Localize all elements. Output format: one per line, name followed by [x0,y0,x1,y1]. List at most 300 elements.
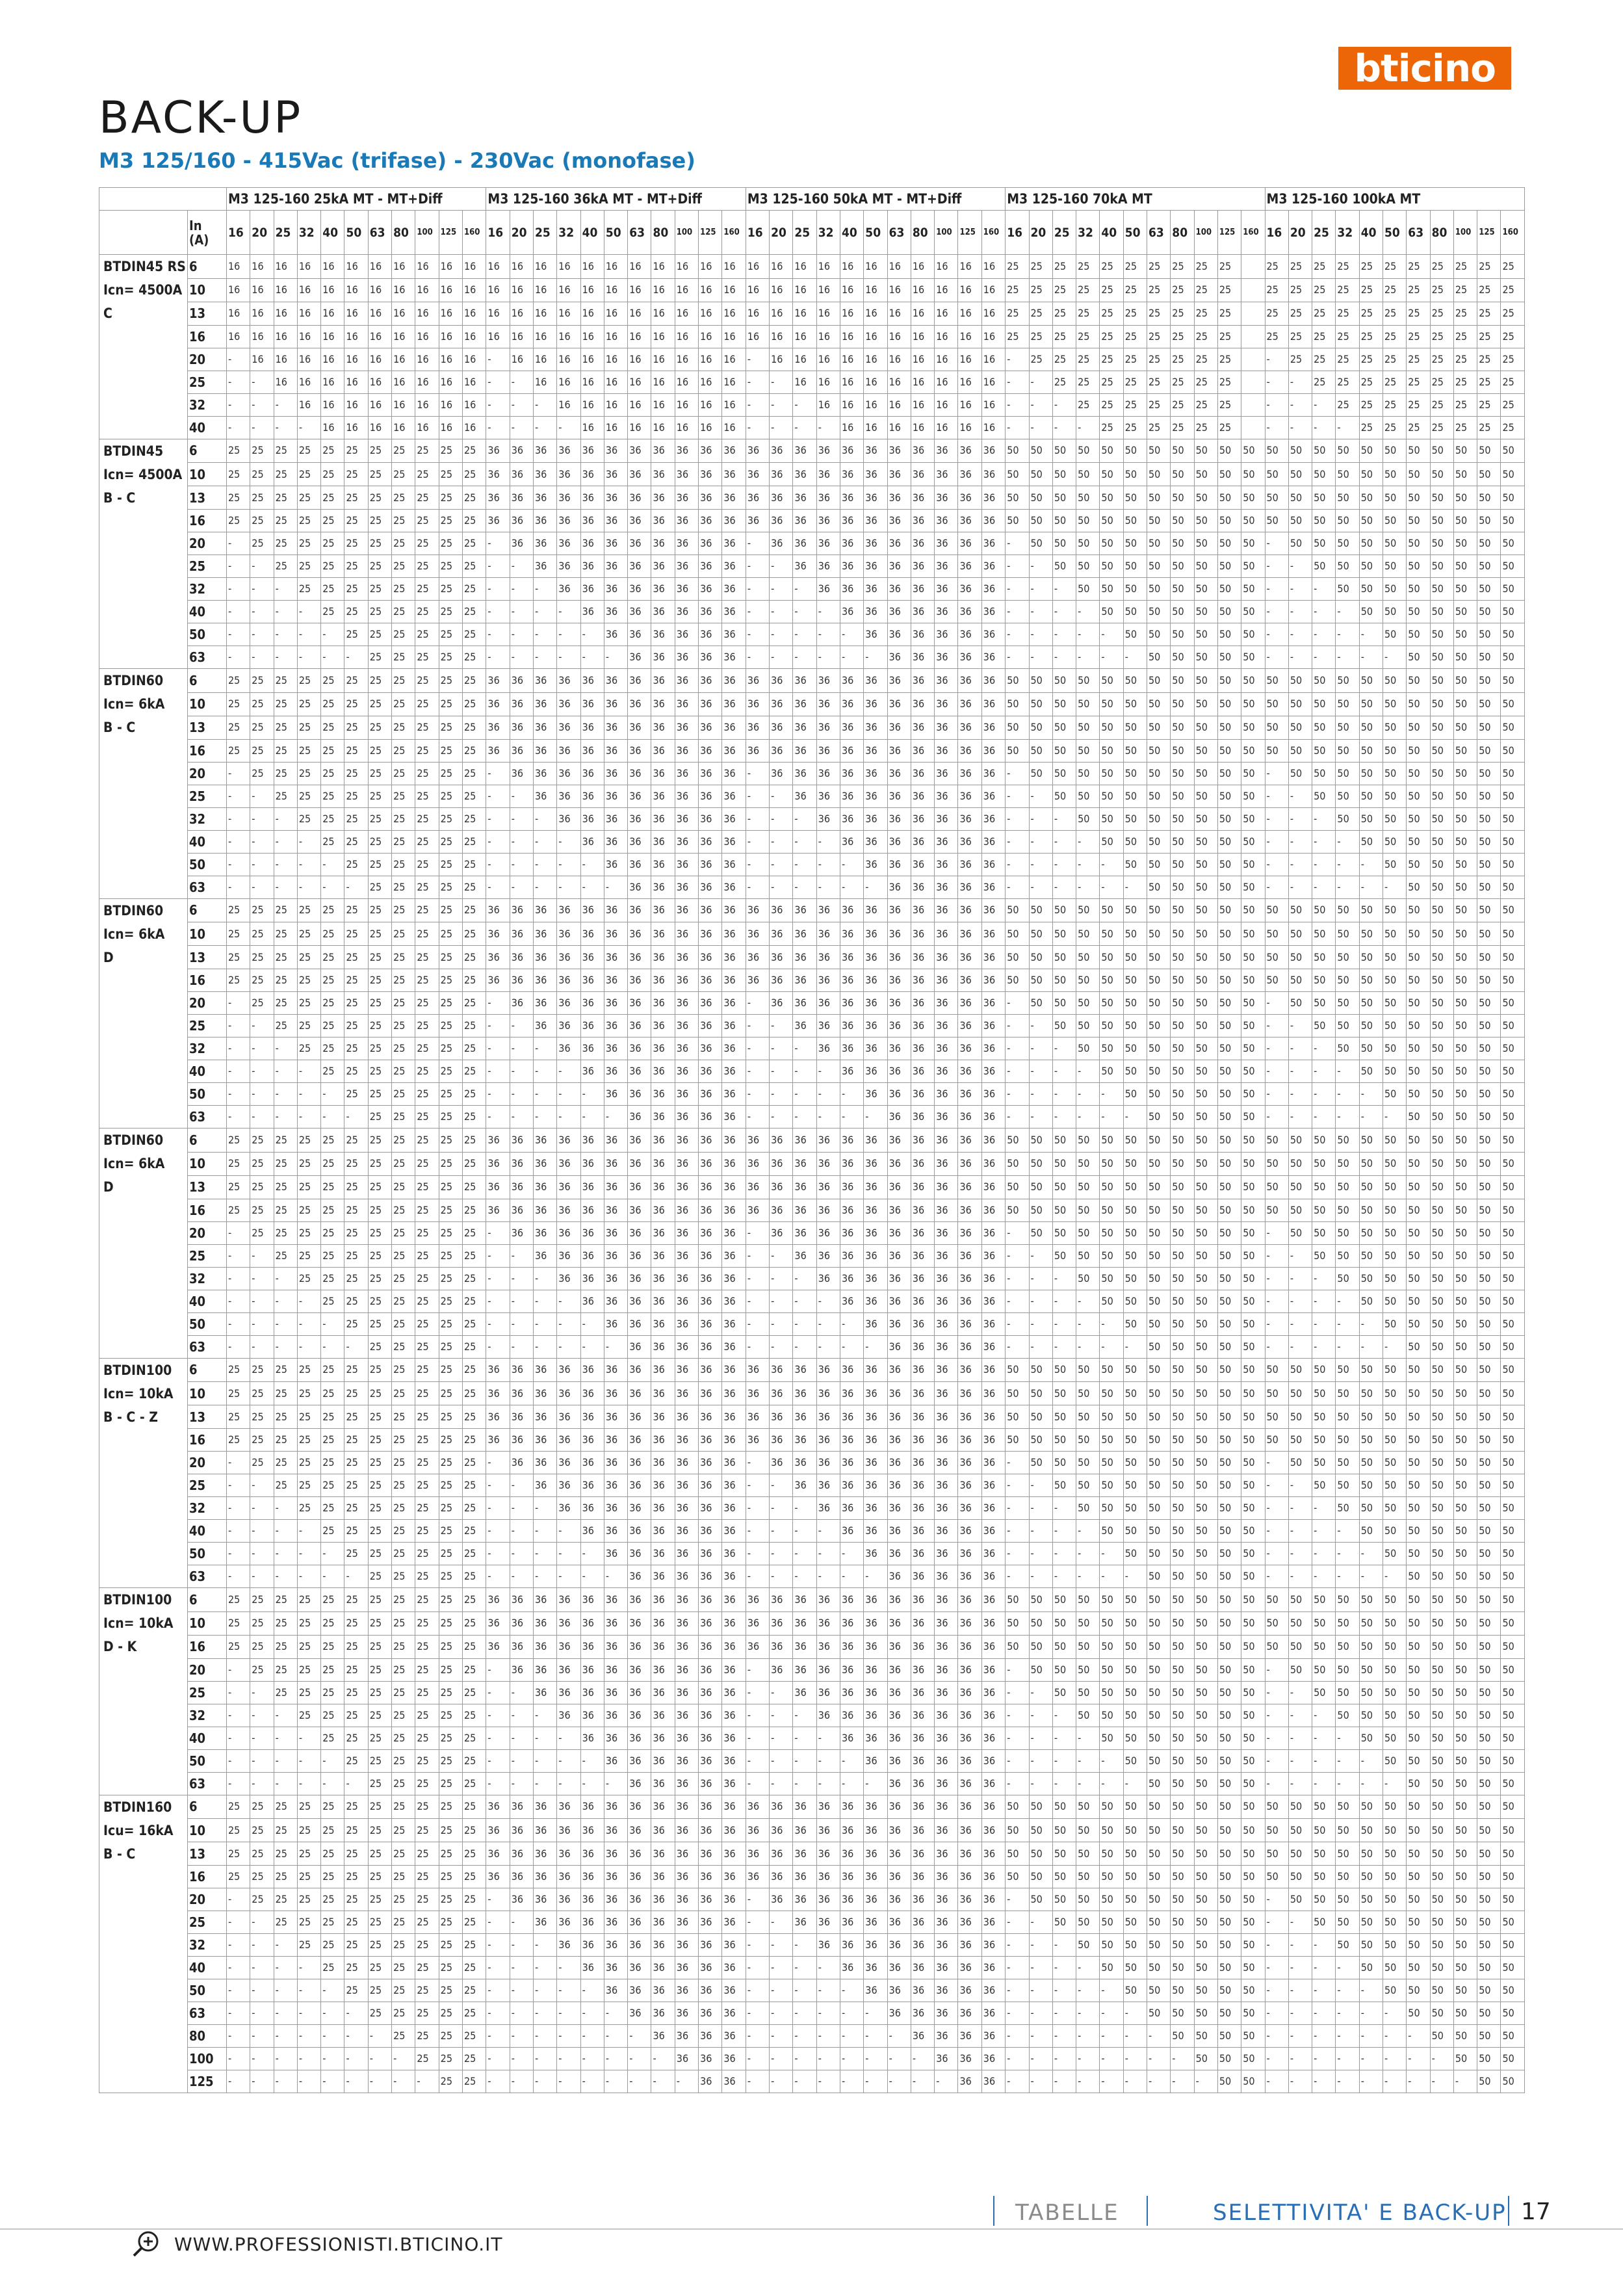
value-cell: 36 [770,922,793,946]
value-cell: 36 [675,2025,698,2048]
value-cell: 36 [722,1221,746,1244]
value-cell: 25 [321,1866,344,1888]
value-cell: 16 [604,393,627,416]
value-cell: 36 [675,532,698,555]
value-cell: 36 [935,578,958,601]
value-cell: 36 [651,1911,675,1934]
value-cell: 50 [1477,692,1501,716]
value-cell: 36 [651,1749,675,1772]
value-cell: 50 [1359,1658,1383,1681]
value-cell: 50 [1147,2002,1171,2025]
value-cell: 36 [981,1335,1005,1358]
value-cell: - [746,830,769,853]
value-cell: 36 [793,1152,816,1175]
value-cell: 50 [1477,1405,1501,1429]
value-cell: 50 [1477,1588,1501,1612]
value-cell: 25 [392,1842,415,1866]
value-cell: - [510,371,533,393]
value-cell: - [486,2070,510,2093]
value-cell: 50 [1501,1749,1524,1772]
value-cell: 16 [864,393,887,416]
value-cell: 36 [604,1060,627,1083]
value-cell: - [1265,601,1288,623]
value-cell: 50 [1123,1934,1147,1957]
value-cell: 50 [1123,1405,1147,1429]
value-cell: 50 [1359,1429,1383,1452]
value-cell: 50 [1171,669,1194,693]
value-cell: 50 [1477,922,1501,946]
value-cell: 36 [628,1312,651,1335]
value-cell: 50 [1194,1358,1217,1382]
value-cell: - [1006,1911,1029,1934]
value-cell: 50 [1123,1244,1147,1267]
value-cell: 50 [1052,1888,1076,1911]
value-cell: - [793,623,816,646]
value-cell: 50 [1383,762,1407,785]
value-cell: 50 [1453,1979,1477,2002]
value-cell: 36 [628,1772,651,1795]
value-cell: - [1006,371,1029,393]
value-cell: 25 [344,1819,368,1842]
value-cell: 50 [1123,1497,1147,1520]
value-cell: 50 [1383,1749,1407,1772]
value-cell: 36 [628,1749,651,1772]
value-cell: 36 [604,1128,627,1153]
value-cell: 50 [1123,992,1147,1015]
value-cell: - [486,1083,510,1106]
value-cell: 36 [816,1221,840,1244]
value-cell: 50 [1123,1911,1147,1934]
value-cell: 50 [1217,669,1241,693]
value-cell: 36 [887,1175,911,1199]
table-row [99,898,1525,922]
value-cell: 25 [392,716,415,739]
value-cell: - [250,416,274,439]
row-in-value: 25 [188,1015,227,1037]
value-cell: 36 [935,1382,958,1405]
value-cell: 36 [935,1152,958,1175]
value-cell: 36 [935,1565,958,1588]
value-cell: 25 [368,1037,391,1060]
value-cell: - [1359,2070,1383,2093]
value-cell: 50 [1477,623,1501,646]
value-cell: 25 [227,898,250,922]
value-cell: 50 [1217,1312,1241,1335]
value-cell: 25 [1217,393,1241,416]
value-cell: - [746,2002,769,2025]
value-cell: 16 [628,255,651,279]
value-cell: 36 [628,1911,651,1934]
value-cell: 25 [1336,371,1359,393]
value-cell: - [227,1267,250,1290]
value-cell: - [1359,1979,1383,2002]
value-cell: 25 [321,992,344,1015]
value-cell: - [793,1565,816,1588]
value-cell: 50 [1501,646,1524,669]
row-in-value: 63 [188,1772,227,1795]
value-cell: - [1076,1772,1100,1795]
value-cell: - [274,2048,297,2070]
value-cell: - [510,2002,533,2025]
value-cell: 25 [392,510,415,532]
value-cell: 36 [557,1037,580,1060]
value-cell: 36 [722,1520,746,1543]
value-cell: 50 [1241,1497,1265,1520]
value-cell: 36 [722,1382,746,1405]
value-cell: 50 [1076,532,1100,555]
value-cell: - [1265,830,1288,853]
value-cell: 25 [415,646,439,669]
value-cell: 25 [415,532,439,555]
value-cell: 50 [1029,1405,1052,1429]
value-cell: 36 [580,992,604,1015]
value-cell: 50 [1123,1015,1147,1037]
value-cell: 36 [746,1175,769,1199]
value-cell: 50 [1453,1152,1477,1175]
value-cell: 50 [1100,969,1123,992]
value-cell: 25 [321,898,344,922]
value-cell: 36 [604,739,627,762]
value-cell: 50 [1453,510,1477,532]
value-cell: 25 [1501,278,1524,302]
value-cell: 36 [935,1497,958,1520]
value-cell: 50 [1265,1152,1288,1175]
value-cell: 36 [887,992,911,1015]
value-cell: 25 [344,1727,368,1749]
value-cell: - [1336,2070,1359,2093]
breaker-label-cell [99,1106,188,1128]
value-cell: 25 [368,1979,391,2002]
value-cell: 50 [1147,1957,1171,1979]
value-cell: 16 [770,255,793,279]
value-cell: 50 [1312,439,1336,463]
value-cell: 50 [1407,1405,1430,1429]
value-cell: - [1100,1335,1123,1358]
value-cell: 50 [1076,1358,1100,1382]
value-cell: 36 [911,1819,934,1842]
value-cell: 50 [1171,1934,1194,1957]
value-cell: 25 [227,946,250,969]
breaker-label-cell [99,1358,188,1382]
value-cell: 50 [1217,1128,1241,1153]
value-cell: 36 [722,1474,746,1497]
value-cell: 25 [415,1611,439,1635]
value-cell: 50 [1241,1128,1265,1153]
value-cell: 50 [1123,486,1147,510]
value-cell: 36 [981,1405,1005,1429]
value-cell: 50 [1123,1452,1147,1474]
value-cell: 50 [1477,1382,1501,1405]
value-cell: 50 [1123,1290,1147,1312]
value-cell: 36 [628,1335,651,1358]
breaker-label-cell [99,969,188,992]
value-cell: 50 [1501,1267,1524,1290]
column-header: 125 [1477,211,1501,255]
value-cell: - [580,1749,604,1772]
value-cell: 36 [793,1658,816,1681]
value-cell: 36 [887,853,911,876]
value-cell: 36 [628,669,651,693]
value-cell: 36 [981,1175,1005,1199]
table-row [99,255,1525,279]
value-cell: 36 [981,1015,1005,1037]
value-cell: 36 [935,1749,958,1772]
value-cell: 25 [368,1083,391,1106]
value-cell: - [486,1979,510,2002]
value-cell: - [274,1060,297,1083]
value-cell: 36 [628,1244,651,1267]
value-cell: - [1359,1543,1383,1565]
value-cell: - [746,1727,769,1749]
breaker-label-cell [99,486,188,510]
value-cell: 25 [1477,325,1501,348]
value-cell: 50 [1336,1934,1359,1957]
value-cell: - [368,2048,391,2070]
value-cell: - [1265,1083,1288,1106]
value-cell: 25 [321,739,344,762]
value-cell: 50 [1171,1866,1194,1888]
value-cell: - [1006,1727,1029,1749]
value-cell: 25 [297,716,320,739]
value-cell: 36 [675,1772,698,1795]
value-cell: 50 [1217,1335,1241,1358]
column-header: 50 [344,211,368,255]
value-cell: - [534,1083,557,1106]
value-cell: 50 [1100,1795,1123,1819]
value-cell: 16 [675,416,698,439]
value-cell: 25 [274,1452,297,1474]
value-cell: - [321,2048,344,2070]
value-cell: 25 [321,1681,344,1704]
value-cell: - [793,578,816,601]
value-cell: 50 [1453,1244,1477,1267]
value-cell: 50 [1430,1128,1453,1153]
value-cell: - [321,623,344,646]
value-cell: 50 [1407,1199,1430,1221]
value-cell: 36 [510,532,533,555]
column-header: 160 [1501,211,1524,255]
value-cell: 16 [344,393,368,416]
value-cell: 50 [1453,1795,1477,1819]
column-header: 50 [864,211,887,255]
value-cell: 50 [1407,1635,1430,1658]
value-cell: 50 [1336,1611,1359,1635]
value-cell: - [1312,416,1336,439]
value-cell: 36 [722,830,746,853]
value-cell: 36 [675,1452,698,1474]
value-cell: 50 [1171,1497,1194,1520]
value-cell: 16 [344,348,368,371]
value-cell: - [510,1772,533,1795]
value-cell: 16 [557,255,580,279]
footer-tab-label[interactable]: TABELLE [1015,2200,1119,2226]
value-cell: 36 [699,1152,722,1175]
value-cell: 25 [344,785,368,807]
value-cell: - [793,1083,816,1106]
value-cell: 36 [628,1037,651,1060]
value-cell: 25 [1383,371,1407,393]
value-cell: 50 [1453,1474,1477,1497]
value-cell: 50 [1147,898,1171,922]
value-cell [1241,302,1265,325]
value-cell: 50 [1407,1911,1430,1934]
value-cell: 36 [816,922,840,946]
value-cell: - [227,555,250,578]
value-cell: 50 [1123,898,1147,922]
footer-section-label[interactable]: SELETTIVITA' E BACK-UP [1213,2200,1507,2226]
value-cell: 36 [675,969,698,992]
row-in-value: 40 [188,1520,227,1543]
value-cell: 50 [1194,2025,1217,2048]
value-cell: 36 [793,969,816,992]
value-cell: 36 [534,1911,557,1934]
value-cell: - [1076,1957,1100,1979]
value-cell: - [840,2048,864,2070]
value-cell: 36 [887,1842,911,1866]
value-cell: 36 [699,623,722,646]
value-cell: 36 [746,486,769,510]
value-cell: 36 [604,1979,627,2002]
value-cell: 36 [699,946,722,969]
value-cell: 25 [392,692,415,716]
value-cell: 50 [1076,1681,1100,1704]
value-cell: 50 [1100,1175,1123,1199]
value-cell: 50 [1052,486,1076,510]
value-cell: 50 [1194,898,1217,922]
value-cell: 50 [1241,463,1265,486]
value-cell: 25 [439,992,462,1015]
value-cell: - [486,876,510,898]
value-cell: 16 [534,371,557,393]
column-header: 100 [1453,211,1477,255]
value-cell: - [1052,853,1076,876]
value-cell: 25 [274,739,297,762]
value-cell: 25 [250,692,274,716]
value-cell: 25 [439,1175,462,1199]
value-cell: 50 [1288,1658,1312,1681]
value-cell: 36 [651,1199,675,1221]
value-cell: 36 [486,463,510,486]
value-cell: 36 [864,1221,887,1244]
breaker-label-line: Icn= 6kA [103,926,165,942]
value-cell: 50 [1029,1152,1052,1175]
value-cell: 36 [675,898,698,922]
value-cell: 50 [1453,830,1477,853]
value-cell: 36 [864,1727,887,1749]
value-cell: 50 [1407,1452,1430,1474]
value-cell: - [250,578,274,601]
value-cell: 50 [1217,1175,1241,1199]
value-cell: 50 [1241,578,1265,601]
value-cell: - [604,646,627,669]
table-row [99,1957,1525,1979]
value-cell: - [1052,1543,1076,1565]
value-cell: 50 [1194,853,1217,876]
value-cell: - [510,1267,533,1290]
value-cell: 50 [1288,1405,1312,1429]
value-cell: 36 [911,807,934,830]
value-cell: 36 [604,1312,627,1335]
value-cell: 50 [1100,1429,1123,1452]
value-cell: 50 [1194,992,1217,1015]
value-cell: 25 [368,1749,391,1772]
value-cell: 36 [486,716,510,739]
value-cell: - [1312,1106,1336,1128]
value-cell: 25 [297,739,320,762]
value-cell: - [486,532,510,555]
value-cell: 50 [1217,716,1241,739]
value-cell: 36 [651,830,675,853]
value-cell: 25 [368,1290,391,1312]
value-cell: 16 [887,325,911,348]
value-cell: 36 [604,1795,627,1819]
value-cell: 50 [1288,532,1312,555]
breaker-label-cell [99,601,188,623]
value-cell: - [1288,1312,1312,1335]
value-cell: - [227,1565,250,1588]
value-cell: 16 [297,255,320,279]
value-cell: - [510,1681,533,1704]
value-cell: 36 [722,1934,746,1957]
value-cell: - [746,601,769,623]
value-cell: 36 [675,1979,698,2002]
value-cell: - [1312,1727,1336,1749]
value-cell: 36 [604,1520,627,1543]
value-cell: - [1100,623,1123,646]
value-cell: 50 [1052,692,1076,716]
value-cell: 16 [534,302,557,325]
value-cell: 36 [911,1658,934,1681]
value-cell: - [486,2002,510,2025]
value-cell: 25 [344,1658,368,1681]
value-cell: 50 [1407,1474,1430,1497]
value-cell: 50 [1241,898,1265,922]
website-link[interactable]: WWW.PROFESSIONISTI.BTICINO.IT [174,2234,503,2255]
value-cell: 36 [935,830,958,853]
value-cell: 50 [1147,1658,1171,1681]
value-cell: - [1123,1335,1147,1358]
value-cell: 36 [534,1611,557,1635]
value-cell: 50 [1006,510,1029,532]
value-cell: 36 [604,716,627,739]
value-cell: 25 [250,922,274,946]
row-in-value: 32 [188,393,227,416]
value-cell: 50 [1006,1635,1029,1658]
value-cell: 50 [1477,1106,1501,1128]
value-cell: 50 [1147,1772,1171,1795]
value-cell: - [1029,2070,1052,2093]
value-cell: 36 [534,439,557,463]
value-cell: 25 [462,1611,486,1635]
value-cell: 36 [580,922,604,946]
value-cell: - [1052,1520,1076,1543]
value-cell: 36 [840,830,864,853]
value-cell: 50 [1453,1911,1477,1934]
value-cell: 25 [344,1497,368,1520]
value-cell: 25 [1265,325,1288,348]
value-cell: 36 [746,463,769,486]
value-cell: - [486,393,510,416]
value-cell: 36 [864,785,887,807]
value-cell: 36 [816,1429,840,1452]
value-cell: - [793,876,816,898]
value-cell: 50 [1147,646,1171,669]
column-header: 20 [1029,211,1052,255]
value-cell: 50 [1312,486,1336,510]
value-cell: 50 [1430,1727,1453,1749]
value-cell: 36 [935,1452,958,1474]
value-cell: 50 [1217,1474,1241,1497]
